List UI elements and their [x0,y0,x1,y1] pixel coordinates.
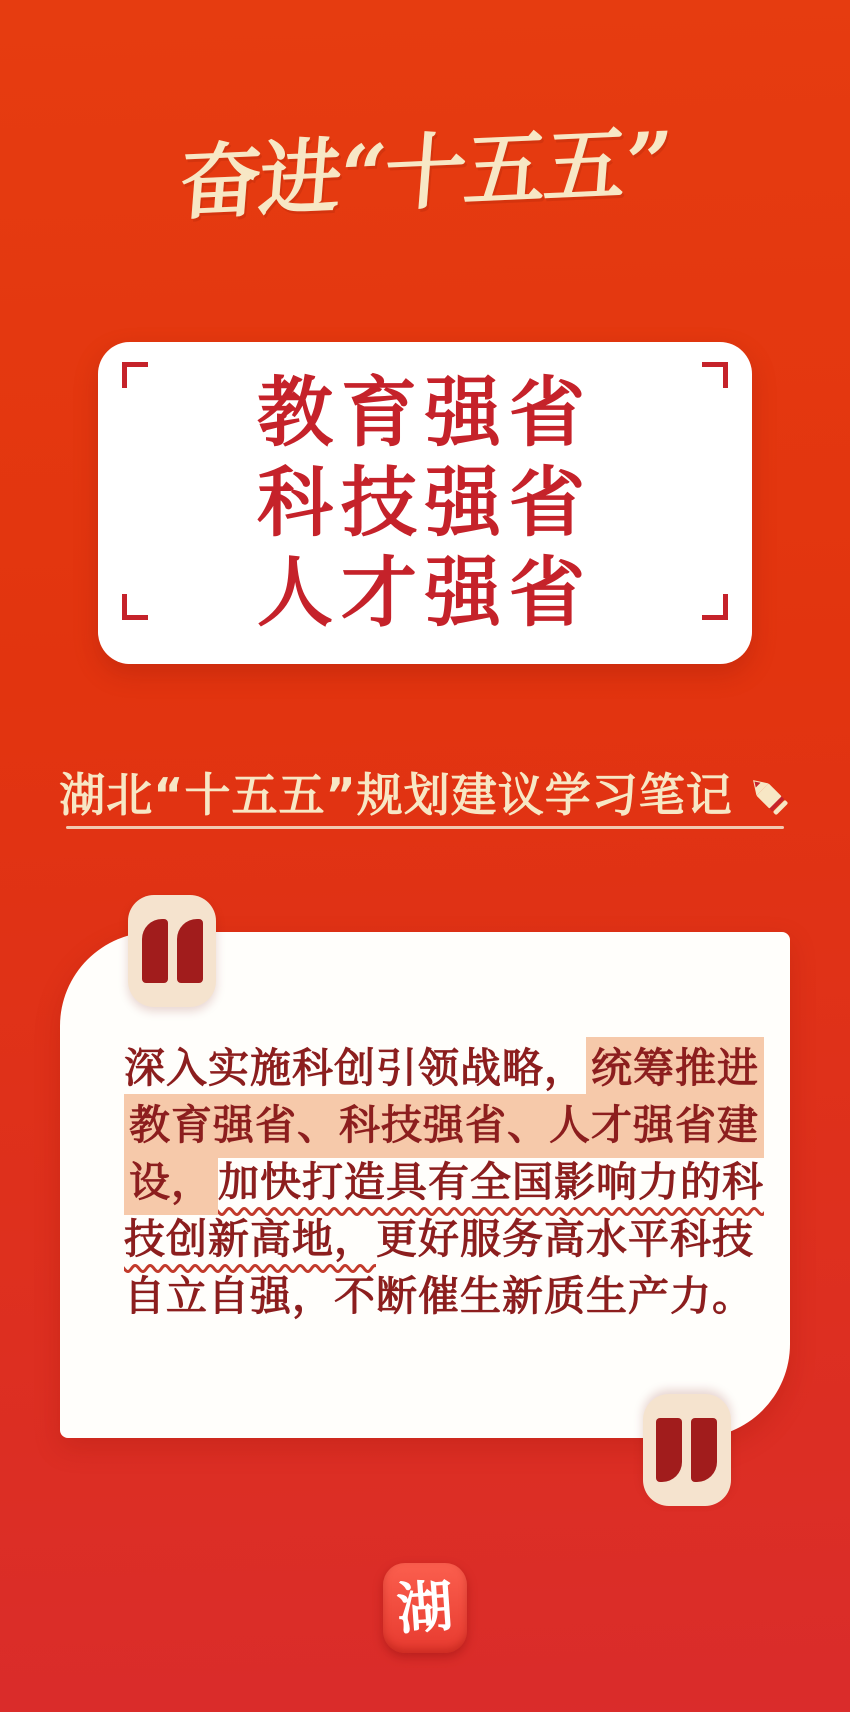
quote-stroke [142,919,168,983]
open-quote-icon [128,895,216,1007]
pencil-icon [745,772,791,818]
banner-title: 奋进“十五五” [175,114,674,232]
quote-segment-highlight: 统筹推进 [586,1037,764,1101]
quote-line [124,1040,774,1097]
quote-stroke [657,1418,683,1482]
quote-line [124,1097,774,1154]
quote-line [124,1211,774,1268]
quote-segment-highlight: 设， [124,1151,218,1215]
headline-line-3: 人才强省 [257,548,593,637]
quote-text [124,1040,774,1325]
logo-character: 湖 [394,1573,456,1643]
quote-line [124,1154,774,1211]
quote-segment-wavy: 技创新高地， [124,1215,376,1263]
quote-segment-plain: 深入实施科创引领战略， [124,1044,586,1092]
headline-line-1: 教育强省 [257,368,593,457]
quote-segment-plain: 自立自强，不断催生新质生产力。 [124,1272,754,1320]
quote-segment-wavy: 加快打造具有全国影响力的科 [218,1158,764,1206]
subtitle-underline [66,826,784,829]
quote-line [124,1268,774,1325]
hubei-app-logo [383,1563,467,1653]
quote-stroke [177,919,203,983]
subtitle-text: 湖北“十五五”规划建议学习笔记 [59,768,733,822]
quote-segment-highlight: 教育强省、科技强省、人才强省建 [124,1094,764,1158]
quote-segment-plain: 更好服务高水平科技 [376,1215,754,1263]
subtitle [0,768,850,822]
headline-text [98,368,752,638]
headline-line-2: 科技强省 [257,458,593,547]
close-quote-icon [643,1394,731,1506]
headline-card [98,342,752,664]
quote-stroke [692,1418,718,1482]
